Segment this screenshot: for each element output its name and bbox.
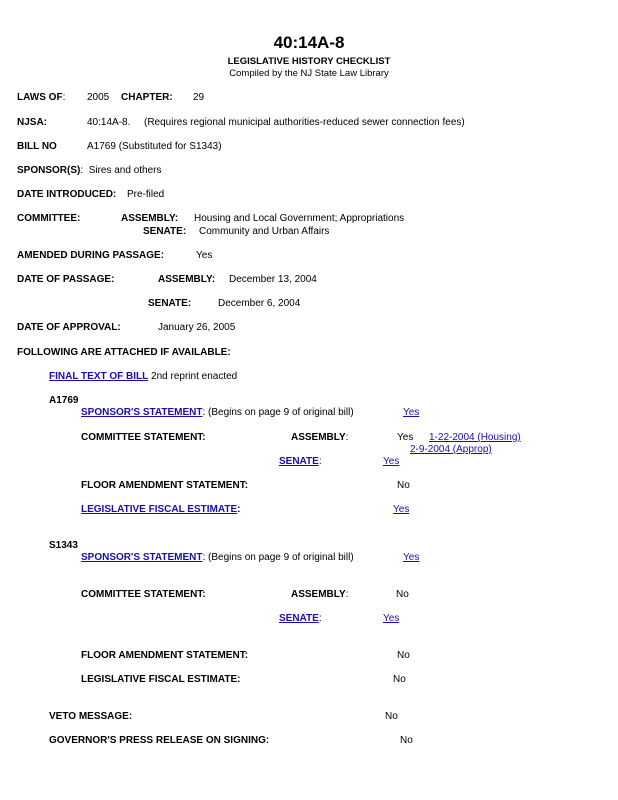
sponsors-value: Sires and others: [88, 165, 162, 176]
attached-heading: FOLLOWING ARE ATTACHED IF AVAILABLE:: [17, 347, 231, 358]
a1769-heading: A1769: [49, 395, 79, 406]
s1343-assembly-label: ASSEMBLY: [291, 589, 346, 600]
a1769-floor-label: FLOOR AMENDMENT STATEMENT:: [81, 480, 249, 491]
veto-value: No: [385, 711, 398, 722]
date-of-approval-value: January 26, 2005: [158, 322, 236, 333]
date-of-passage-label: DATE OF PASSAGE:: [17, 274, 115, 285]
s1343-sponsor-yes-link[interactable]: Yes: [403, 552, 420, 563]
a1769-fiscal-row: LEGISLATIVE FISCAL ESTIMATE:: [81, 504, 241, 515]
a1769-senate-row: SENATE:: [279, 456, 322, 467]
committee-assembly-value: Housing and Local Government; Appropriations: [194, 213, 405, 224]
a1769-sponsor-note: : (Begins on page 9 of original bill): [202, 407, 354, 418]
a1769-senate-yes-link[interactable]: Yes: [383, 456, 400, 467]
laws-of-row: LAWS OF:: [17, 92, 66, 103]
a1769-assembly-row: ASSEMBLY:: [291, 432, 349, 443]
passage-assembly-label: ASSEMBLY:: [158, 274, 216, 285]
a1769-assembly-label: ASSEMBLY: [291, 432, 346, 443]
laws-of-label: LAWS OF: [17, 92, 63, 103]
final-text-note: 2nd reprint enacted: [151, 371, 238, 382]
date-introduced-label: DATE INTRODUCED:: [17, 189, 117, 200]
compiled-by: Compiled by the NJ State Law Library: [229, 68, 389, 79]
sponsors-label: SPONSOR(S): [17, 165, 81, 176]
passage-senate-value: December 6, 2004: [218, 298, 301, 309]
amended-value: Yes: [196, 250, 213, 261]
njsa-value: 40:14A-8.: [87, 117, 131, 128]
s1343-fiscal-value: No: [393, 674, 406, 685]
s1343-sponsor-note: : (Begins on page 9 of original bill): [202, 552, 354, 563]
a1769-sponsor-link[interactable]: SPONSOR'S STATEMENT: [81, 407, 203, 418]
governor-value: No: [400, 735, 413, 746]
s1343-sponsor-link[interactable]: SPONSOR'S STATEMENT: [81, 552, 203, 563]
njsa-description: (Requires regional municipal authorities-reduced sewer connection fees): [144, 117, 465, 128]
veto-label: VETO MESSAGE:: [49, 711, 133, 722]
committee-assembly-label: ASSEMBLY:: [121, 213, 179, 224]
a1769-committee-label: COMMITTEE STATEMENT:: [81, 432, 206, 443]
s1343-assembly-value: No: [396, 589, 409, 600]
a1769-sponsor-row: [81, 407, 354, 419]
njsa-label: NJSA:: [17, 117, 48, 128]
passage-assembly-value: December 13, 2004: [229, 274, 317, 285]
s1343-senate-row: SENATE:: [279, 613, 322, 624]
bill-no-label: BILL NO: [17, 141, 57, 152]
s1343-senate-link[interactable]: SENATE: [279, 613, 319, 624]
a1769-fiscal-yes-link[interactable]: Yes: [393, 504, 410, 515]
a1769-assembly-link-housing[interactable]: 1-22-2004 (Housing): [429, 432, 521, 443]
s1343-floor-label: FLOOR AMENDMENT STATEMENT:: [81, 650, 249, 661]
a1769-fiscal-link[interactable]: LEGISLATIVE FISCAL ESTIMATE: [81, 504, 238, 515]
a1769-assembly-link-approp[interactable]: 2-9-2004 (Approp): [410, 444, 492, 455]
a1769-floor-value: No: [397, 480, 410, 491]
a1769-senate-link[interactable]: SENATE: [279, 456, 319, 467]
committee-senate-label: SENATE:: [143, 226, 187, 237]
sponsors-row: SPONSOR(S): Sires and others: [17, 165, 162, 176]
date-introduced-value: Pre-filed: [127, 189, 165, 200]
s1343-sponsor-row: [81, 552, 354, 564]
committee-label: COMMITTEE:: [17, 213, 81, 224]
governor-label: GOVERNOR'S PRESS RELEASE ON SIGNING:: [49, 735, 270, 746]
date-of-approval-label: DATE OF APPROVAL:: [17, 322, 121, 333]
bill-no-value: A1769 (Substituted for S1343): [87, 141, 222, 152]
laws-of-value: 2005: [87, 92, 110, 103]
chapter-value: 29: [193, 92, 205, 103]
document-subtitle: LEGISLATIVE HISTORY CHECKLIST: [227, 56, 391, 67]
amended-label: AMENDED DURING PASSAGE:: [17, 250, 165, 261]
page-title: 40:14A-8: [273, 33, 345, 52]
s1343-floor-value: No: [397, 650, 410, 661]
s1343-senate-yes-link[interactable]: Yes: [383, 613, 400, 624]
s1343-committee-label: COMMITTEE STATEMENT:: [81, 589, 206, 600]
final-text-link[interactable]: FINAL TEXT OF BILL: [49, 371, 149, 382]
chapter-label: CHAPTER:: [121, 92, 173, 103]
s1343-assembly-row: ASSEMBLY:: [291, 589, 349, 600]
committee-senate-value: Community and Urban Affairs: [199, 226, 330, 237]
final-text-row: [49, 371, 237, 383]
passage-senate-label: SENATE:: [148, 298, 192, 309]
s1343-fiscal-label: LEGISLATIVE FISCAL ESTIMATE:: [81, 674, 241, 685]
a1769-sponsor-yes-link[interactable]: Yes: [403, 407, 420, 418]
a1769-assembly-value: Yes: [397, 432, 414, 443]
s1343-heading: S1343: [49, 540, 78, 551]
